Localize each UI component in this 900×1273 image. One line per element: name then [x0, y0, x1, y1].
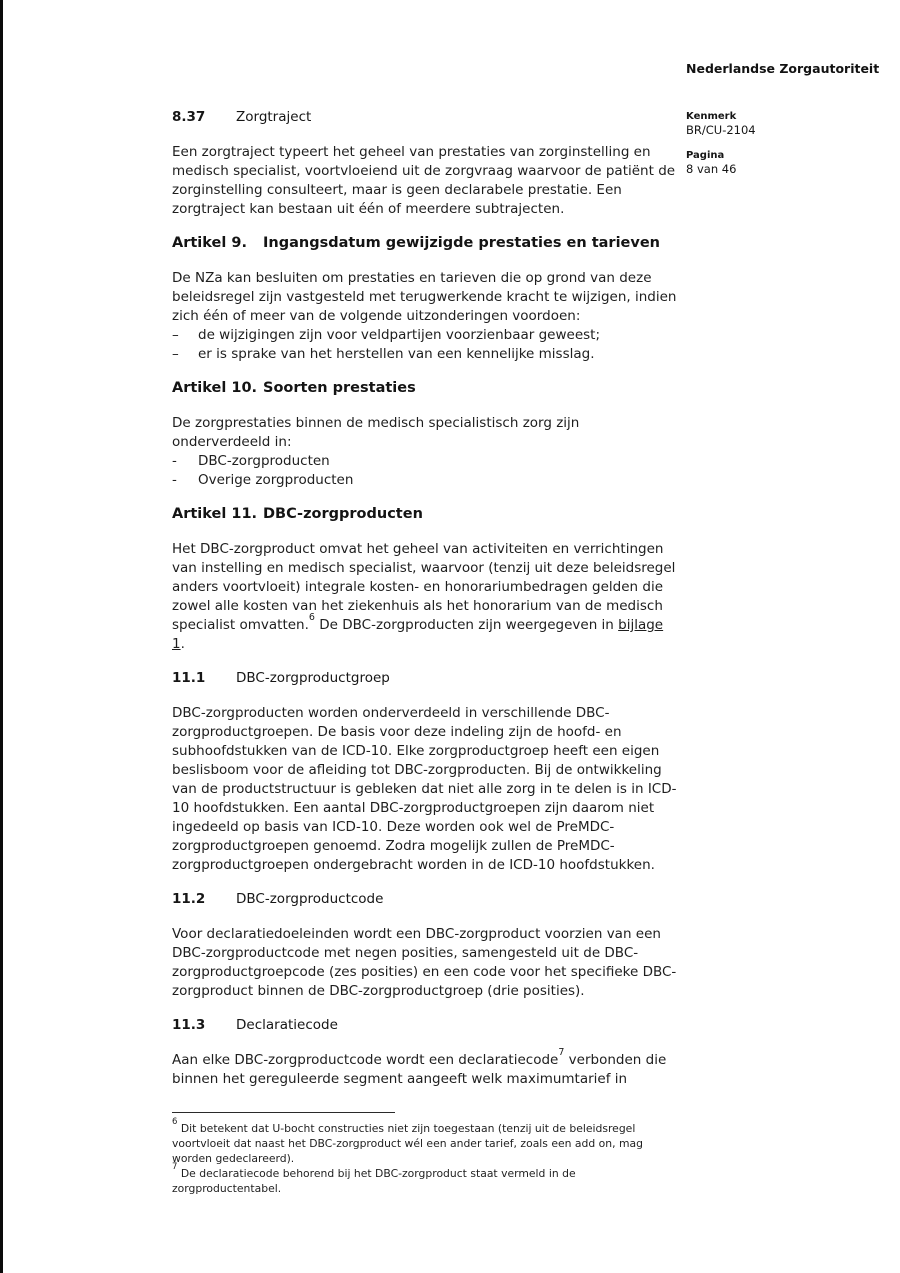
- section-11-3-number: 11.3: [172, 1017, 206, 1033]
- section-11-2-number: 11.2: [172, 891, 206, 907]
- artikel-10-number: Artikel 10.: [172, 380, 258, 396]
- kenmerk-group: [686, 110, 756, 137]
- list-item-text: er is sprake van het herstellen van een kennelijke misslag.: [198, 346, 595, 362]
- section-11-2-paragraph: Voor declaratiedoeleinden wordt een DBC-zorgproduct voorzien van een DBC-zorgproductcode met negen posities, samengesteld uit de DBC-zorgproductgroepcode (zes posities) en een code voor het specifieke DBC-zorgproduct binnen de DBC-zorgproductgroep (drie posities).: [172, 926, 677, 999]
- section-11-2-heading: [172, 890, 680, 909]
- footnote-7-text: De declaratiecode behorend bij het DBC-zorgproduct staat vermeld in de zorgproductentabel.: [172, 1167, 576, 1195]
- section-11-3-paragraph: [172, 1046, 680, 1089]
- artikel-10-paragraph: De zorgprestaties binnen de medisch specialistisch zorg zijn onderverdeeld in:: [172, 415, 580, 450]
- artikel-11-paragraph: [172, 540, 680, 654]
- artikel-9-title: Ingangsdatum gewijzigde prestaties en tarieven: [263, 235, 661, 251]
- artikel-9-heading: [172, 234, 680, 253]
- pagina-label: Pagina: [686, 150, 725, 161]
- dash-bullet: –: [172, 327, 179, 343]
- artikel-9-number: Artikel 9.: [172, 235, 247, 251]
- section-11-1-number: 11.1: [172, 670, 206, 686]
- org-name-header: Nederlandse Zorgautoriteit: [686, 61, 880, 76]
- footnote-6-text: Dit betekent dat U-bocht constructies niet zijn toegestaan (tenzij uit de beleidsregel voortvloeit dat naast het DBC-zorgproduct wél een ander tarief, zoals een add on, mag worden gedeclareerd).: [172, 1122, 643, 1165]
- section-11-1-heading: [172, 669, 680, 688]
- scan-left-border: [0, 0, 3, 1273]
- list-item: [172, 345, 680, 364]
- list-item: [172, 471, 680, 490]
- list-item-text: Overige zorgproducten: [198, 472, 354, 488]
- page-meta-sidebar: [686, 110, 756, 176]
- footnote-6-number: 6: [172, 1117, 178, 1128]
- dash-bullet: –: [172, 346, 179, 362]
- artikel-9-list: [172, 326, 680, 364]
- artikel-11-number: Artikel 11.: [172, 506, 258, 522]
- footnote-separator-rule: [172, 1112, 395, 1113]
- artikel-9-paragraph: De NZa kan besluiten om prestaties en tarieven die op grond van deze beleidsregel zijn vastgesteld met terugwerkende kracht te wijzigen, indien zich één of meer van de volgende uitzonderingen voordoen:: [172, 270, 677, 324]
- hyphen-bullet: -: [172, 472, 177, 488]
- footnote-7-number: 7: [172, 1162, 178, 1173]
- artikel-10-heading: [172, 379, 680, 398]
- pagina-group: [686, 149, 756, 176]
- list-item: [172, 326, 680, 345]
- section-11-1-title: DBC-zorgproductgroep: [236, 670, 390, 686]
- section-11-1-paragraph: DBC-zorgproducten worden onderverdeeld in verschillende DBC-zorgproductgroepen. De basis voor deze indeling zijn de hoofd- en subhoofdstukken van de ICD-10. Elke zorgproductgroep heeft een eigen beslisboom voor de afleiding tot DBC-zorgproducten. Bij de ontwikkeling van de productstructuur is gebleken dat niet alle zorg in te delen is in ICD-10 hoofdstukken. Een aantal DBC-zorgproductgroepen zijn daarom niet ingedeeld op basis van ICD-10. Deze worden ook wel de PreMDC-zorgproductgroepen genoemd. Zodra mogelijk zullen de PreMDC-zorgproductgroepen ondergebracht worden in de ICD-10 hoofdstukken.: [172, 705, 677, 873]
- paragraph-text: Aan elke DBC-zorgproductcode wordt een declaratiecode: [172, 1052, 559, 1068]
- list-item-text: de wijzigingen zijn voor veldpartijen voorzienbaar geweest;: [198, 327, 601, 343]
- section-11-3-title: Declaratiecode: [236, 1017, 338, 1033]
- list-item: [172, 452, 680, 471]
- footnote-6: [172, 1117, 680, 1166]
- list-item-text: DBC-zorgproducten: [198, 453, 330, 469]
- footnote-7-marker: 7: [558, 1046, 565, 1058]
- kenmerk-label: Kenmerk: [686, 111, 737, 122]
- main-text-column: [172, 108, 680, 1089]
- section-8-37-heading: [172, 108, 680, 127]
- section-11-3-heading: [172, 1016, 680, 1035]
- footnote-6-marker: 6: [308, 611, 315, 623]
- bijlage-1-link[interactable]: bijlage 1: [172, 617, 664, 652]
- section-8-37-number: 8.37: [172, 109, 206, 125]
- section-11-2-title: DBC-zorgproductcode: [236, 891, 384, 907]
- footnote-7: [172, 1162, 680, 1196]
- section-8-37-title: Zorgtraject: [236, 109, 312, 125]
- footnotes-block: [172, 1112, 680, 1196]
- paragraph-text: Het DBC-zorgproduct omvat het geheel van activiteiten en verrichtingen van instelling en medisch specialist, waarvoor (tenzij uit deze beleidsregel anders voortvloeit) integrale kosten- en honorariumbedragen gelden die zowel alle kosten van het ziekenhuis als het honorarium van de medisch specialist omvatten.: [172, 541, 676, 633]
- artikel-11-heading: [172, 505, 680, 524]
- section-8-37-paragraph: Een zorgtraject typeert het geheel van prestaties van zorginstelling en medisch specialist, voortvloeiend uit de zorgvraag waarvoor de patiënt de zorginstelling consulteert, maar is geen declarabele prestatie. Een zorgtraject kan bestaan uit één of meerdere subtrajecten.: [172, 144, 676, 217]
- paragraph-text: verbonden die binnen het gereguleerde segment aangeeft welk maximumtarief in: [172, 1052, 667, 1087]
- pagina-value: 8 van 46: [686, 162, 737, 176]
- kenmerk-value: BR/CU-2104: [686, 123, 756, 137]
- hyphen-bullet: -: [172, 453, 177, 469]
- artikel-10-list: [172, 452, 680, 490]
- paragraph-text: De DBC-zorgproducten zijn weergegeven in: [314, 617, 619, 633]
- paragraph-text: .: [180, 636, 185, 652]
- artikel-10-title: Soorten prestaties: [263, 380, 416, 396]
- artikel-11-title: DBC-zorgproducten: [263, 506, 423, 522]
